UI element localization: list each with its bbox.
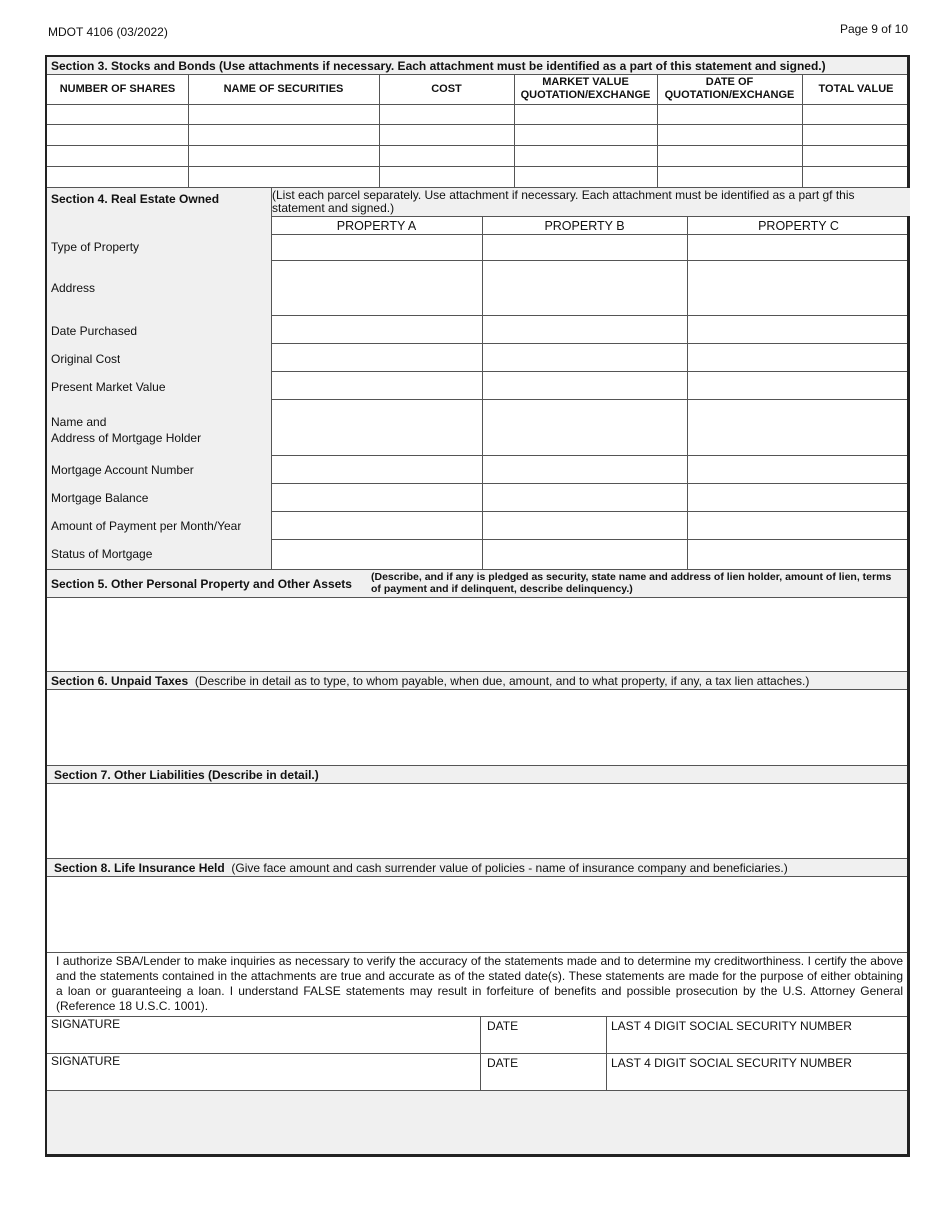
signature-2-field[interactable]	[49, 1069, 479, 1089]
col-total-value: TOTAL VALUE	[818, 83, 894, 95]
section5-title: Section 5. Other Personal Property and Other Assets	[51, 577, 352, 591]
section6-title: Section 6. Unpaid Taxes	[51, 674, 189, 688]
ssn-1-label: LAST 4 DIGIT SOCIAL SECURITY NUMBER	[611, 1019, 852, 1033]
section4-title: Section 4. Real Estate Owned	[51, 192, 220, 206]
col-name-of-securities: NAME OF SECURITIES	[223, 83, 344, 95]
section6-header	[47, 671, 907, 690]
signature-1-field[interactable]	[49, 1032, 479, 1052]
other-assets-textarea[interactable]	[49, 599, 909, 671]
other-liabilities-textarea[interactable]	[49, 785, 909, 858]
ssn-1-field[interactable]	[608, 1035, 908, 1052]
section5-header	[47, 569, 907, 598]
col-date-of-quotation	[657, 76, 802, 102]
signature-2-label: SIGNATURE	[51, 1054, 121, 1068]
row-date-purchased: Date Purchased	[51, 324, 138, 338]
date-2-label: DATE	[487, 1056, 519, 1070]
date-1-field[interactable]	[482, 1035, 605, 1052]
col-cost: COST	[431, 83, 462, 95]
col-market-value	[514, 76, 657, 102]
property-c-header: PROPERTY C	[758, 219, 839, 233]
signature-1-label: SIGNATURE	[51, 1017, 121, 1031]
section3-title: Section 3. Stocks and Bonds (Use attachments if necessary. Each attachment must be identified as a part of this statement and signed.)	[51, 59, 826, 73]
section6-heading	[51, 674, 809, 688]
col-market-value-line1: MARKET VALUE	[542, 76, 629, 88]
col-date-of-line2: QUOTATION/EXCHANGE	[664, 89, 795, 101]
row-mortgage-holder-line1: Name and	[51, 415, 107, 429]
stocks-bonds-entry-grid[interactable]	[49, 106, 909, 186]
col-number-of-shares: NUMBER OF SHARES	[59, 83, 176, 95]
section7-title: Section 7. Other Liabilities (Describe in detail.)	[54, 768, 319, 782]
section3-column-headers	[47, 75, 907, 105]
row-mortgage-holder-line2: Address of Mortgage Holder	[51, 431, 202, 445]
section5-instructions: (Describe, and if any is pledged as security, state name and address of lien holder, amount of lien, terms of payment and if delinquent, describe delinquency.)	[371, 571, 892, 595]
date-2-field[interactable]	[482, 1072, 605, 1089]
row-original-cost: Original Cost	[51, 352, 121, 366]
ssn-2-label: LAST 4 DIGIT SOCIAL SECURITY NUMBER	[611, 1056, 852, 1070]
row-mortgage-holder	[51, 414, 201, 446]
section8-instructions: (Give face amount and cash surrender value of policies - name of insurance company and beneficiaries.)	[231, 861, 788, 875]
certification-text: I authorize SBA/Lender to make inquiries as necessary to verify the accuracy of the statements made and to determine my creditworthiness. I certify the above and the statements contained in the attachments are true and accurate as of the stated date(s). These statements are made for the purpose of either obtaining a loan or guaranteeing a loan. I understand FALSE statements may result in forfeiture of benefits and possible prosecution by the U.S. Attorney General (Reference 18 U.S.C. 1001).	[56, 954, 903, 1013]
section8-title: Section 8. Life Insurance Held	[54, 861, 225, 875]
row-address: Address	[51, 281, 96, 295]
page-number: Page 9 of 10	[839, 22, 908, 36]
real-estate-entry-grid[interactable]	[273, 236, 909, 568]
row-mortgage-balance: Mortgage Balance	[51, 491, 149, 505]
footer-shaded-area	[47, 1091, 907, 1154]
row-present-market-value: Present Market Value	[51, 380, 166, 394]
ssn-2-field[interactable]	[608, 1072, 908, 1089]
property-b-header: PROPERTY B	[544, 219, 625, 233]
form-id: MDOT 4106 (03/2022)	[48, 25, 168, 39]
row-type-of-property: Type of Property	[51, 240, 140, 254]
row-mortgage-account-number: Mortgage Account Number	[51, 463, 194, 477]
section3-header	[47, 57, 907, 75]
section8-header	[47, 858, 907, 877]
section8-heading	[54, 861, 788, 875]
unpaid-taxes-textarea[interactable]	[49, 691, 909, 765]
date-1-label: DATE	[487, 1019, 519, 1033]
section6-instructions: (Describe in detail as to type, to whom payable, when due, amount, and to what property, if any, a tax lien attaches.)	[194, 674, 810, 688]
property-a-header: PROPERTY A	[336, 219, 417, 233]
section7-header	[47, 765, 907, 784]
row-payment-amount: Amount of Payment per Month/Year	[51, 519, 242, 533]
life-insurance-textarea[interactable]	[49, 878, 909, 952]
financial-statement-page	[45, 55, 910, 1157]
section4-instructions: (List each parcel separately. Use attachment if necessary. Each attachment must be identified as a part gf this statement and signed.)	[272, 188, 855, 215]
row-status-of-mortgage: Status of Mortgage	[51, 547, 153, 561]
col-market-value-line2: QUOTATION/EXCHANGE	[520, 89, 651, 101]
col-date-of-line1: DATE OF	[705, 76, 754, 88]
